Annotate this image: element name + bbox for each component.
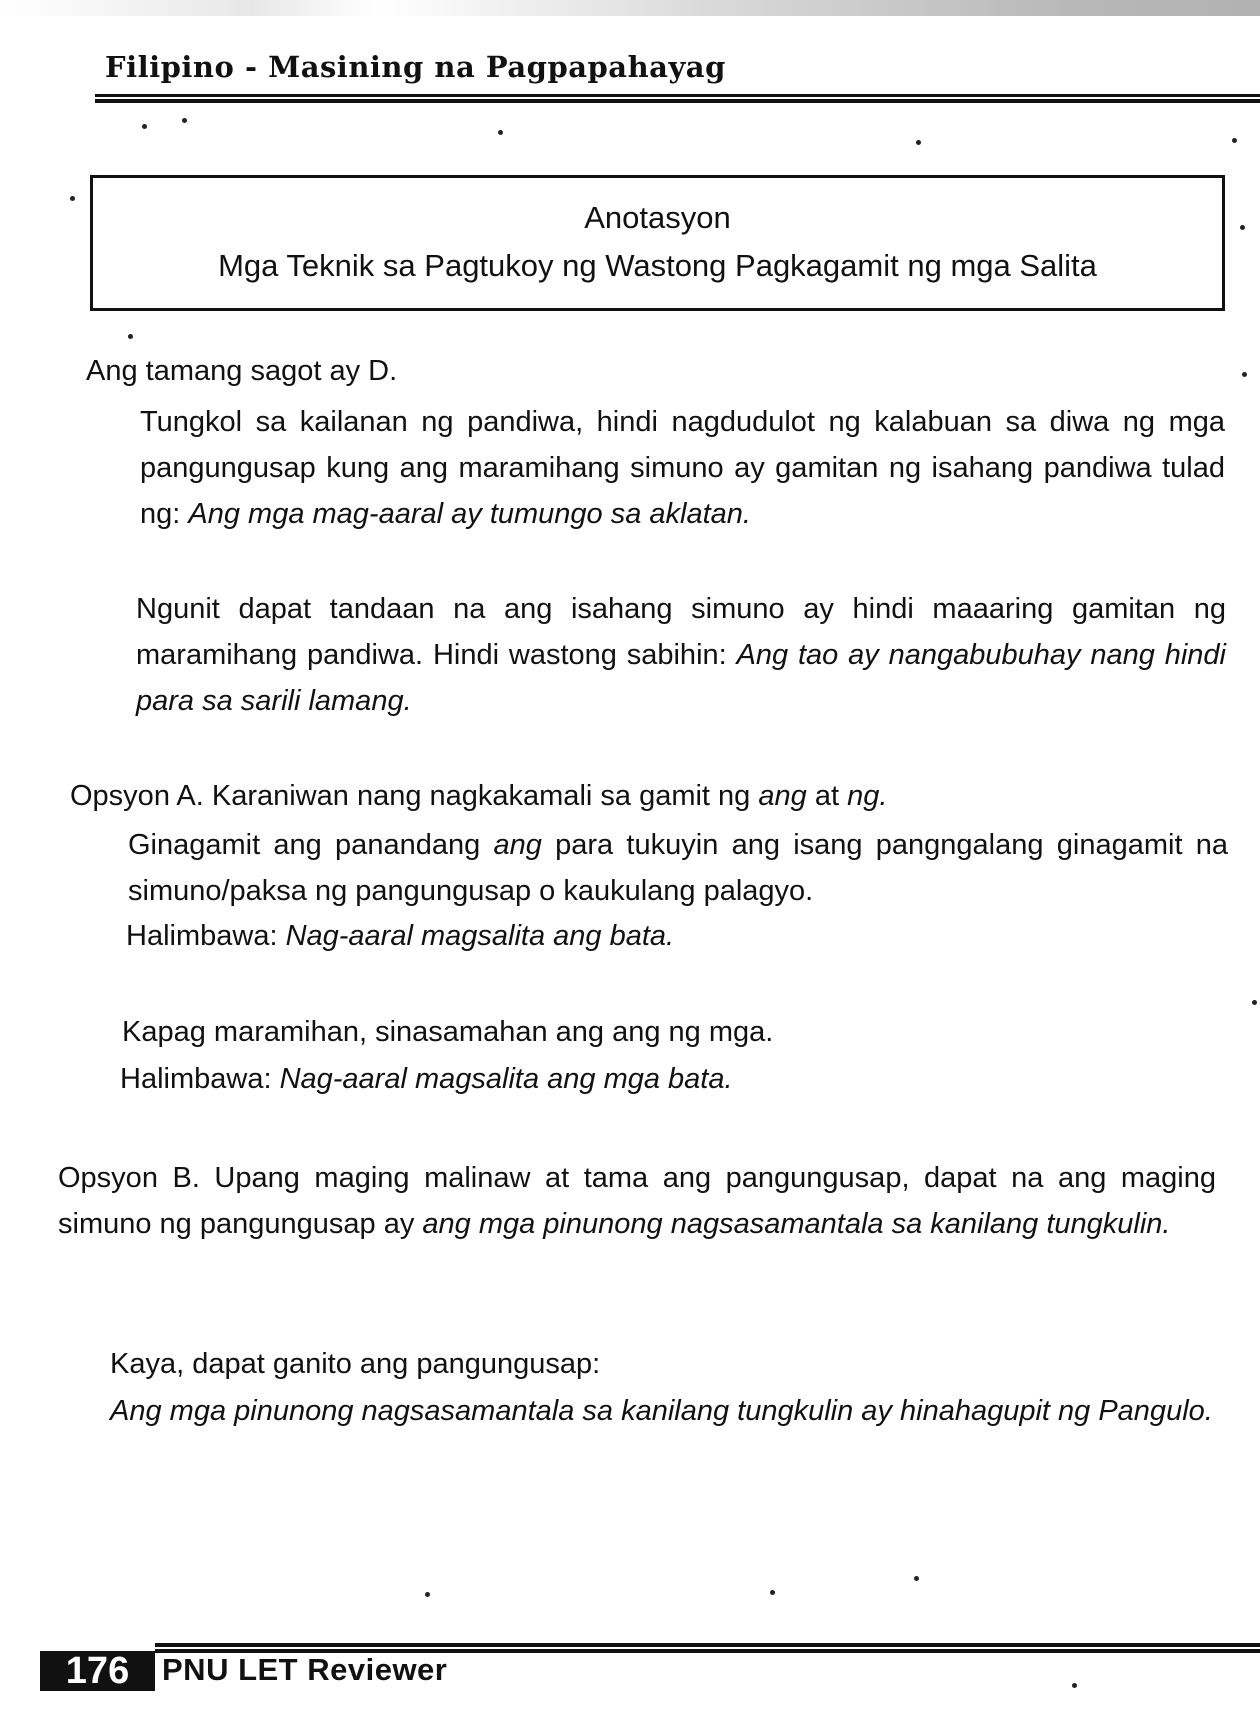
answer-p2-text: Ngunit dapat tandaan na ang isahang simuno ay hindi maaaring gamitan ng maramihang pandiwa. Hindi wastong sabihin: [136,593,1226,671]
option-a-heading-mid: at [814,780,839,812]
example-1-label: Halimbawa: [126,920,278,952]
option-a-p1-pre: Ginagamit ang panandang [128,829,481,861]
option-a-example-2 [120,1063,733,1096]
example-1-sentence: Nag-aaral magsalita ang bata. [285,920,675,952]
example-2-label: Halimbawa: [120,1063,272,1095]
footer-book-title: PNU LET Reviewer [162,1652,448,1687]
option-a-example-1 [126,920,674,953]
scan-noise-strip [0,0,1260,16]
scan-speck [1240,225,1245,230]
scan-speck [916,140,921,145]
option-b-emph: ang mga pinunong nagsasamantala sa kanilang tungkulin. [422,1208,1171,1240]
answer-paragraph-1 [140,399,1225,537]
scan-speck [1252,1000,1257,1005]
scan-speck [142,124,147,129]
page-number: 176 [40,1651,155,1691]
option-a-heading [70,780,887,813]
answer-paragraph-2 [136,586,1226,724]
option-a-plural-line: Kapag maramihan, sinasamahan ang ang ng mga. [122,1016,774,1048]
option-a-p1-post: para tukuyin ang isang pangngalang ginagamit na simuno/paksa ng pangungusap o kaukulang palagyo. [128,829,1229,907]
option-b-follow-line: Kaya, dapat ganito ang pangungusap: [110,1348,601,1380]
option-a-heading-text: Opsyon A. Karaniwan nang nagkakamali sa gamit ng [70,780,751,812]
option-b-final-sentence: Ang mga pinunong nagsasamantala sa kanilang tungkulin ay hinahagupit ng Pangulo. [110,1395,1213,1427]
box-title: Anotasyon [584,200,731,235]
option-a-p1-em: ang [493,829,542,861]
scan-speck [182,118,187,123]
scan-speck [498,130,503,135]
running-title: Filipino - Masining na Pagpapahayag [105,50,726,84]
option-a-heading-em1: ang [758,780,807,812]
box-subtitle: Mga Teknik sa Pagtukoy ng Wastong Pagkagamit ng mga Salita [218,248,1097,283]
option-a-heading-em2: ng. [847,780,888,812]
scan-speck [1232,138,1237,143]
scan-speck [1242,372,1247,377]
option-b-paragraph [58,1155,1216,1247]
scan-speck [425,1592,430,1597]
footer-rule [155,1643,1260,1647]
answer-line: Ang tamang sagot ay D. [86,355,398,387]
scan-speck [1072,1683,1077,1688]
scan-speck [914,1576,919,1581]
option-b-text: Opsyon B. Upang maging malinaw at tama ang pangungusap, dapat na ang maging simuno ng pangungusap ay [58,1162,1216,1240]
example-2-sentence: Nag-aaral magsalita ang mga bata. [279,1063,733,1095]
answer-p1-example: Ang mga mag-aaral ay tumungo sa aklatan. [188,498,751,530]
annotation-box [90,175,1225,311]
scan-speck [128,334,133,339]
header-rule [95,94,1260,99]
option-a-paragraph [128,822,1228,914]
scan-speck [770,1590,775,1595]
answer-p1-text: Tungkol sa kailanan ng pandiwa, hindi nagdudulot ng kalabuan sa diwa ng mga pangungusap kung ang maramihang simuno ay gamitan ng isahang pandiwa tulad ng: [140,406,1225,530]
answer-p2-example: Ang tao ay nangabubuhay nang hindi para sa sarili lamang. [136,639,1226,717]
scan-speck [70,196,75,201]
